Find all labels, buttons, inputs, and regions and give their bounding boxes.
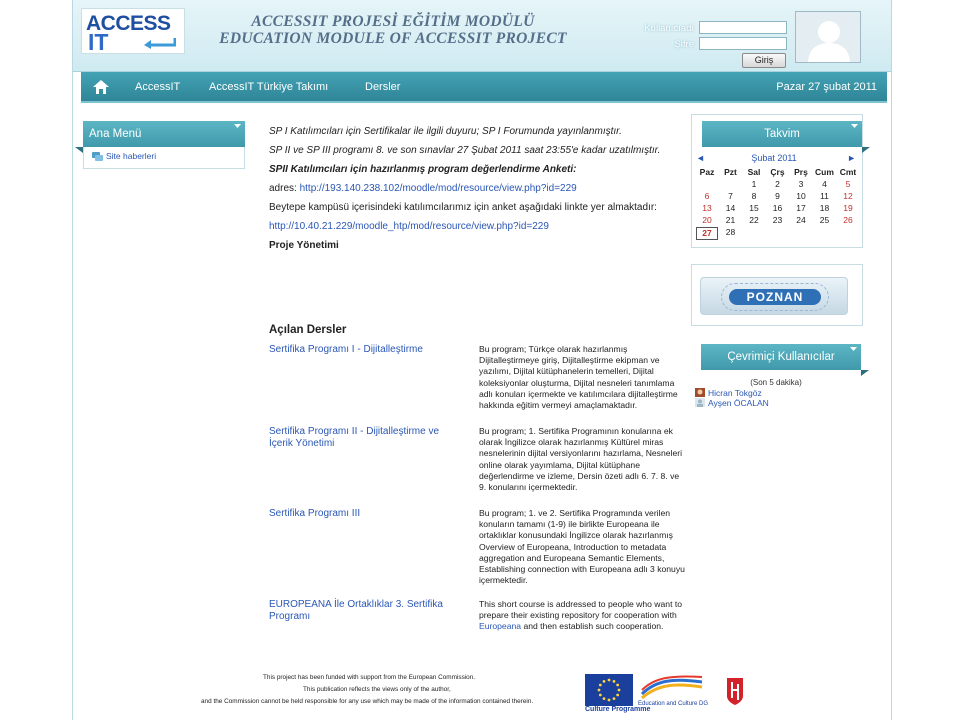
user-avatar-icon: [695, 388, 705, 397]
eu-star: [608, 679, 611, 682]
footer: [73, 668, 892, 720]
page: [72, 0, 892, 720]
calendar-weekday: Paz: [699, 167, 715, 177]
funding-note-line2: This publication reflects the views only of the author,: [303, 686, 451, 693]
calendar-block: [691, 114, 863, 248]
calendar-day[interactable]: 28: [725, 227, 736, 237]
course-description-text: This short course is addressed to people who want to prepare their existing repository for cooperation with: [479, 599, 683, 621]
calendar-day[interactable]: 16: [772, 203, 783, 213]
calendar-day[interactable]: 8: [751, 191, 757, 201]
calendar-day[interactable]: 7: [728, 191, 733, 201]
calendar-day[interactable]: 1: [751, 179, 757, 189]
avatar: [795, 11, 861, 63]
online-users-title: Çevrimiçi Kullanıcılar: [727, 351, 835, 363]
calendar-weekday: Prş: [794, 167, 808, 177]
calendar-day[interactable]: 2: [775, 179, 780, 189]
logo-arrow-icon: [142, 37, 176, 49]
calendar-day[interactable]: 6: [704, 191, 710, 201]
course-description: Bu program; Türkçe olarak hazırlanmış Dijitalleştirmeye giriş, Dijitalleştirme ekipman ve yazılımı, Dijital kütüphanelerin temelleri, Dijital koleksiyonlar oluşturma, Dijital nesneleri tanımlama adlı konuları içermekte ve katılımcılara dijitalleştirme hakkında eğitim vermeyi amaçlamaktadır.: [479, 344, 678, 411]
education-culture-label: Education and Culture DG: [638, 701, 709, 707]
course-link[interactable]: Sertifika Programı I - Dijitalleştirme: [269, 344, 423, 355]
accessit-logo[interactable]: [81, 8, 185, 54]
eu-star: [618, 689, 621, 692]
eu-star: [613, 697, 616, 700]
course-description: Bu program; 1. ve 2. Sertifika Programında verilen konuların tamamı (1-9) ile birlikte Europeana ile ortaklıklar konusundaki İngilizce olarak hazırlanmış Overview of Europeana, Introduction to metadata aggregation and Europeana Semantic Elements, Establishing connection with Europeana adlı 3 konuyu içermektedir.: [479, 508, 685, 586]
poznan-logo[interactable]: [700, 277, 848, 315]
eu-star: [599, 694, 602, 697]
beytepe-note: Beytepe kampüsü içerisindeki katılımcılarımız için anket aşağıdaki linkte yer almaktadır:: [269, 202, 657, 213]
next-month-button[interactable]: ►: [847, 153, 856, 163]
announcement-exams: SP II ve SP III programı 8. ve son sınavlar 27 Şubat 2011 saat 23:55'e kadar uzatılmıştır.: [269, 145, 661, 156]
eu-star: [616, 694, 619, 697]
online-user[interactable]: [695, 388, 762, 398]
calendar-day[interactable]: 15: [749, 203, 759, 213]
password-input[interactable]: [699, 37, 787, 50]
username-input[interactable]: [699, 21, 787, 34]
calendar-day[interactable]: 18: [819, 203, 830, 213]
funding-note-line1: This project has been funded with support from the European Commission.: [263, 674, 476, 681]
main-content: [269, 126, 681, 259]
eu-star: [613, 680, 616, 683]
eu-star: [599, 684, 602, 687]
login-button[interactable]: Giriş: [742, 53, 786, 68]
calendar-weekday: Cmt: [839, 167, 857, 177]
poznan-logo-text: POZNAN: [729, 289, 821, 305]
site-titles: [193, 13, 593, 48]
news-forum-icon: [92, 152, 103, 161]
courses-heading: Açılan Dersler: [269, 324, 347, 336]
current-date: Pazar 27 şubat 2011: [776, 81, 877, 93]
course-description: Bu program; 1. Sertifika Programının konularına ek olarak İngilizce olarak hazırlanmış Kültürel miras nesnelerinin dijital versiyonlarını hazırlama, Nesneleri online olarak yayımlama, Dijital kütüphane değerlendirme ve izleme, Dersin özeti adlı 6. 7. 8. ve 9. konularını içermektedir.: [479, 426, 683, 493]
course-description-text-end: and then establish such cooperation.: [521, 621, 664, 632]
chevron-down-icon[interactable]: [850, 347, 857, 351]
main-menu-block: [83, 121, 245, 169]
courses-section: [269, 324, 689, 632]
calendar-day[interactable]: 9: [775, 191, 780, 201]
calendar-day[interactable]: 23: [772, 215, 783, 225]
logo-text-access: ACCESS: [86, 12, 171, 35]
home-icon[interactable]: [93, 80, 109, 94]
calendar-weekday: Sal: [747, 167, 761, 177]
education-culture-logo: [640, 674, 704, 700]
calendar-day[interactable]: 5: [845, 179, 851, 189]
course-link[interactable]: EUROPEANA İle Ortaklıklar 3. Sertifika Programı: [269, 599, 443, 622]
calendar-weekday: Cum: [815, 167, 834, 177]
online-user-name: Ayşen ÖCALAN: [708, 398, 769, 408]
partner-logo-block: [691, 264, 863, 326]
eu-star: [616, 684, 619, 687]
site-title-en: EDUCATION MODULE OF ACCESSIT PROJECT: [219, 30, 567, 47]
main-menu-header: [83, 121, 245, 147]
online-user[interactable]: [695, 398, 769, 408]
university-logo: [725, 676, 745, 706]
survey-link-external[interactable]: http://193.140.238.102/moodle/mod/resource/view.php?id=229: [299, 183, 577, 194]
calendar-day[interactable]: 20: [702, 215, 712, 225]
calendar-day[interactable]: 17: [796, 203, 806, 213]
calendar-day[interactable]: 22: [749, 215, 759, 225]
calendar-day[interactable]: 24: [796, 215, 806, 225]
eu-flag-icon: [585, 674, 633, 706]
main-menu-body: [83, 147, 245, 169]
main-navbar: [81, 72, 887, 103]
username-label: Kullanıcıadı: [644, 23, 694, 34]
nav-item-turkiye-takimi[interactable]: AccessIT Türkiye Takımı: [209, 81, 329, 93]
calendar-day[interactable]: 13: [702, 203, 712, 213]
main-menu-title: Ana Menü: [89, 128, 142, 140]
nav-item-dersler[interactable]: Dersler: [365, 81, 401, 93]
nav-item-accessit[interactable]: AccessIT: [135, 81, 181, 93]
calendar-weekday: Çrş: [770, 167, 785, 177]
funding-note-line3: and the Commission cannot be held responsible for any use which may be made of the information contained therein.: [201, 698, 534, 705]
calendar-header: [702, 121, 862, 147]
course-link[interactable]: Sertifika Programı II - Dijitalleştirme ve İçerik Yönetimi: [269, 426, 440, 449]
online-user-name: Hicran Tokgöz: [708, 388, 762, 398]
calendar-day[interactable]: 21: [725, 215, 736, 225]
chevron-down-icon[interactable]: [851, 124, 858, 128]
survey-link-internal[interactable]: http://10.40.21.229/moodle_htp/mod/resource/view.php?id=229: [269, 221, 549, 232]
calendar-day[interactable]: 25: [819, 215, 830, 225]
calendar-day[interactable]: 11: [820, 191, 829, 201]
calendar-day[interactable]: 10: [796, 191, 806, 201]
site-title-tr: ACCESSIT PROJESİ EĞİTİM MODÜLÜ: [251, 13, 535, 30]
survey-heading: SPII Katılımcıları için hazırlanmış program değerlendirme Anketi:: [269, 164, 577, 175]
user-avatar-icon: [695, 398, 705, 407]
culture-programme-label: Culture Programme: [585, 706, 651, 713]
calendar-day[interactable]: 26: [843, 215, 853, 225]
eu-star: [608, 699, 611, 702]
user-silhouette-icon: [796, 12, 861, 63]
prev-month-button[interactable]: ◄: [696, 153, 705, 163]
header: [73, 0, 892, 72]
project-management: Proje Yönetimi: [269, 240, 339, 251]
online-users-block: [691, 340, 863, 410]
europeana-link[interactable]: Europeana: [479, 621, 522, 632]
calendar-day[interactable]: 12: [843, 191, 853, 201]
calendar-day[interactable]: 4: [822, 179, 827, 189]
password-label: Şifre: [674, 39, 694, 50]
course-link[interactable]: Sertifika Programı III: [269, 508, 361, 519]
calendar-day[interactable]: 14: [725, 203, 736, 213]
online-users-header: [701, 344, 861, 370]
chevron-down-icon[interactable]: [234, 124, 241, 128]
announcement-sp1: SP I Katılımcıları için Sertifikalar ile ilgili duyuru; SP I Forumunda yayınlanmıştır.: [269, 126, 622, 137]
calendar-title: Takvim: [764, 128, 800, 140]
course-description: [479, 599, 685, 633]
eu-star: [603, 697, 606, 700]
calendar-day-today[interactable]: 27: [696, 227, 718, 240]
online-users-note: (Son 5 dakika): [750, 378, 802, 387]
survey-address: [269, 183, 681, 195]
calendar-weekday: Pzt: [724, 167, 737, 177]
eu-star: [598, 689, 601, 692]
site-news-link[interactable]: Site haberleri: [106, 151, 157, 161]
calendar-day[interactable]: 19: [843, 203, 853, 213]
survey-address-label: adres:: [269, 183, 300, 194]
eu-star: [603, 680, 606, 683]
logo-text-it: IT: [88, 29, 109, 55]
calendar-month[interactable]: Şubat 2011: [751, 153, 797, 163]
calendar-day[interactable]: 3: [798, 179, 804, 189]
